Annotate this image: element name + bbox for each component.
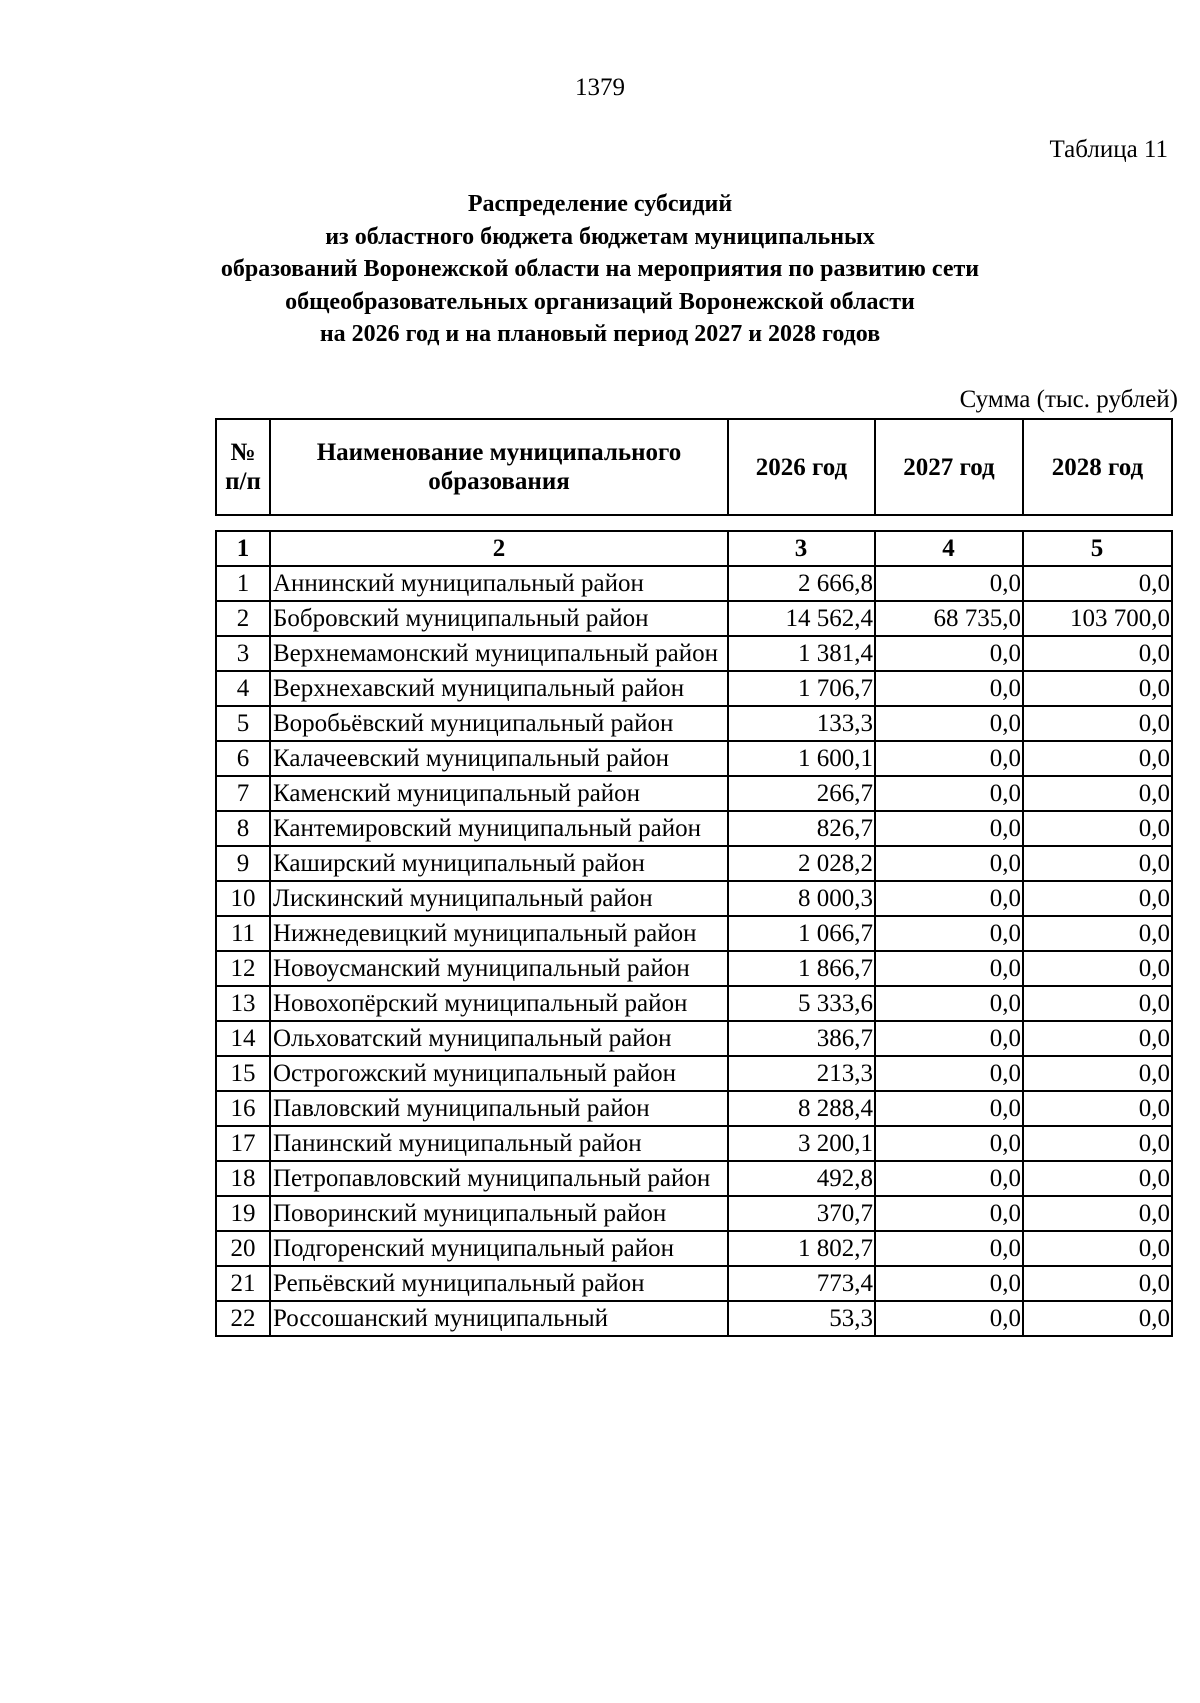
value-2026: 5 333,6 bbox=[728, 986, 875, 1021]
value-2028: 0,0 bbox=[1023, 706, 1172, 741]
municipality-name: Бобровский муниципальный район bbox=[270, 601, 728, 636]
value-2028: 0,0 bbox=[1023, 1301, 1172, 1336]
value-2026: 8 000,3 bbox=[728, 881, 875, 916]
row-number: 18 bbox=[216, 1161, 270, 1196]
table-row bbox=[216, 1091, 1172, 1126]
value-2028: 0,0 bbox=[1023, 566, 1172, 601]
document-title bbox=[0, 188, 1200, 351]
row-number: 4 bbox=[216, 671, 270, 706]
table-row bbox=[216, 741, 1172, 776]
table-row bbox=[216, 1231, 1172, 1266]
unit-label: Сумма (тыс. рублей) bbox=[959, 386, 1178, 413]
value-2028: 0,0 bbox=[1023, 1266, 1172, 1301]
value-2026: 1 866,7 bbox=[728, 951, 875, 986]
value-2027: 0,0 bbox=[875, 1126, 1023, 1161]
municipality-name: Новохопёрский муниципальный район bbox=[270, 986, 728, 1021]
title-line: Распределение субсидий bbox=[467, 191, 733, 217]
table-row bbox=[216, 671, 1172, 706]
value-2027: 0,0 bbox=[875, 1161, 1023, 1196]
row-number: 8 bbox=[216, 811, 270, 846]
value-2026: 14 562,4 bbox=[728, 601, 875, 636]
value-2028: 0,0 bbox=[1023, 811, 1172, 846]
row-number: 21 bbox=[216, 1266, 270, 1301]
value-2027: 0,0 bbox=[875, 1266, 1023, 1301]
value-2026: 773,4 bbox=[728, 1266, 875, 1301]
value-2026: 2 666,8 bbox=[728, 566, 875, 601]
municipality-name: Верхнемамонский муниципальный район bbox=[270, 636, 728, 671]
municipality-name: Калачеевский муниципальный район bbox=[270, 741, 728, 776]
row-number: 9 bbox=[216, 846, 270, 881]
header-num: № п/п bbox=[216, 419, 270, 515]
municipality-name: Лискинский муниципальный район bbox=[270, 881, 728, 916]
value-2026: 3 200,1 bbox=[728, 1126, 875, 1161]
value-2027: 0,0 bbox=[875, 1301, 1023, 1336]
table-row bbox=[216, 566, 1172, 601]
row-number: 12 bbox=[216, 951, 270, 986]
header-name: Наименование муниципального образования bbox=[270, 419, 728, 515]
value-2028: 0,0 bbox=[1023, 1196, 1172, 1231]
value-2027: 0,0 bbox=[875, 916, 1023, 951]
row-number: 13 bbox=[216, 986, 270, 1021]
table-header bbox=[215, 418, 1173, 516]
municipality-name: Петропавловский муниципальный район bbox=[270, 1161, 728, 1196]
value-2028: 0,0 bbox=[1023, 1231, 1172, 1266]
municipality-name: Павловский муниципальный район bbox=[270, 1091, 728, 1126]
header-2027: 2027 год bbox=[875, 419, 1023, 515]
value-2028: 0,0 bbox=[1023, 846, 1172, 881]
value-2028: 0,0 bbox=[1023, 951, 1172, 986]
row-number: 6 bbox=[216, 741, 270, 776]
value-2026: 1 802,7 bbox=[728, 1231, 875, 1266]
value-2027: 0,0 bbox=[875, 1196, 1023, 1231]
value-2026: 826,7 bbox=[728, 811, 875, 846]
value-2028: 0,0 bbox=[1023, 1126, 1172, 1161]
value-2026: 2 028,2 bbox=[728, 846, 875, 881]
row-number: 3 bbox=[216, 636, 270, 671]
value-2028: 0,0 bbox=[1023, 741, 1172, 776]
value-2027: 0,0 bbox=[875, 1091, 1023, 1126]
data-table bbox=[215, 530, 1173, 1337]
value-2028: 0,0 bbox=[1023, 881, 1172, 916]
value-2028: 103 700,0 bbox=[1023, 601, 1172, 636]
row-number: 11 bbox=[216, 916, 270, 951]
value-2027: 0,0 bbox=[875, 671, 1023, 706]
table-row bbox=[216, 1301, 1172, 1336]
municipality-name: Воробьёвский муниципальный район bbox=[270, 706, 728, 741]
value-2027: 0,0 bbox=[875, 811, 1023, 846]
municipality-name: Верхнехавский муниципальный район bbox=[270, 671, 728, 706]
value-2026: 133,3 bbox=[728, 706, 875, 741]
value-2026: 386,7 bbox=[728, 1021, 875, 1056]
table-row bbox=[216, 706, 1172, 741]
value-2027: 0,0 bbox=[875, 986, 1023, 1021]
municipality-name: Кантемировский муниципальный район bbox=[270, 811, 728, 846]
table-row bbox=[216, 776, 1172, 811]
value-2026: 266,7 bbox=[728, 776, 875, 811]
header-2028: 2028 год bbox=[1023, 419, 1172, 515]
municipality-name: Аннинский муниципальный район bbox=[270, 566, 728, 601]
value-2027: 0,0 bbox=[875, 776, 1023, 811]
value-2026: 213,3 bbox=[728, 1056, 875, 1091]
column-index-row: 1 2 3 4 5 bbox=[216, 531, 1172, 566]
municipality-name: Панинский муниципальный район bbox=[270, 1126, 728, 1161]
municipality-name: Острогожский муниципальный район bbox=[270, 1056, 728, 1091]
title-line: общеобразовательных организаций Воронежской области bbox=[285, 288, 915, 315]
table-row bbox=[216, 601, 1172, 636]
municipality-name: Россошанский муниципальный bbox=[270, 1301, 728, 1336]
value-2027: 0,0 bbox=[875, 881, 1023, 916]
page-number: 1379 bbox=[575, 74, 625, 101]
value-2026: 1 600,1 bbox=[728, 741, 875, 776]
value-2028: 0,0 bbox=[1023, 1091, 1172, 1126]
row-number: 14 bbox=[216, 1021, 270, 1056]
municipality-name: Ольховатский муниципальный район bbox=[270, 1021, 728, 1056]
value-2027: 0,0 bbox=[875, 636, 1023, 671]
value-2027: 0,0 bbox=[875, 1021, 1023, 1056]
municipality-name: Новоусманский муниципальный район bbox=[270, 951, 728, 986]
table-row bbox=[216, 846, 1172, 881]
title-line: из областного бюджета бюджетам муниципальных bbox=[325, 223, 875, 250]
table-row bbox=[216, 1056, 1172, 1091]
row-number: 10 bbox=[216, 881, 270, 916]
table-row bbox=[216, 951, 1172, 986]
value-2028: 0,0 bbox=[1023, 636, 1172, 671]
value-2028: 0,0 bbox=[1023, 986, 1172, 1021]
row-number: 20 bbox=[216, 1231, 270, 1266]
value-2027: 0,0 bbox=[875, 741, 1023, 776]
row-number: 1 bbox=[216, 566, 270, 601]
header-2026: 2026 год bbox=[728, 419, 875, 515]
value-2026: 1 706,7 bbox=[728, 671, 875, 706]
table-row bbox=[216, 1266, 1172, 1301]
row-number: 15 bbox=[216, 1056, 270, 1091]
municipality-name: Каменский муниципальный район bbox=[270, 776, 728, 811]
row-number: 17 bbox=[216, 1126, 270, 1161]
value-2026: 1 066,7 bbox=[728, 916, 875, 951]
municipality-name: Подгоренский муниципальный район bbox=[270, 1231, 728, 1266]
value-2027: 0,0 bbox=[875, 1231, 1023, 1266]
value-2026: 370,7 bbox=[728, 1196, 875, 1231]
value-2027: 68 735,0 bbox=[875, 601, 1023, 636]
row-number: 7 bbox=[216, 776, 270, 811]
value-2027: 0,0 bbox=[875, 1056, 1023, 1091]
table-row bbox=[216, 1161, 1172, 1196]
table-row bbox=[216, 636, 1172, 671]
table-row bbox=[216, 881, 1172, 916]
municipality-name: Каширский муниципальный район bbox=[270, 846, 728, 881]
value-2028: 0,0 bbox=[1023, 776, 1172, 811]
value-2026: 53,3 bbox=[728, 1301, 875, 1336]
value-2026: 8 288,4 bbox=[728, 1091, 875, 1126]
row-number: 22 bbox=[216, 1301, 270, 1336]
title-line: на 2026 год и на плановый период 2027 и 2028 годов bbox=[319, 321, 881, 347]
row-number: 2 bbox=[216, 601, 270, 636]
municipality-name: Нижнедевицкий муниципальный район bbox=[270, 916, 728, 951]
value-2028: 0,0 bbox=[1023, 1161, 1172, 1196]
value-2026: 492,8 bbox=[728, 1161, 875, 1196]
title-line: образований Воронежской области на мероприятия по развитию сети bbox=[220, 256, 980, 282]
value-2028: 0,0 bbox=[1023, 671, 1172, 706]
row-number: 5 bbox=[216, 706, 270, 741]
row-number: 16 bbox=[216, 1091, 270, 1126]
value-2028: 0,0 bbox=[1023, 1021, 1172, 1056]
table-row bbox=[216, 986, 1172, 1021]
value-2026: 1 381,4 bbox=[728, 636, 875, 671]
value-2028: 0,0 bbox=[1023, 1056, 1172, 1091]
value-2027: 0,0 bbox=[875, 846, 1023, 881]
value-2028: 0,0 bbox=[1023, 916, 1172, 951]
table-row bbox=[216, 916, 1172, 951]
row-number: 19 bbox=[216, 1196, 270, 1231]
table-label: Таблица 11 bbox=[1049, 136, 1168, 163]
municipality-name: Поворинский муниципальный район bbox=[270, 1196, 728, 1231]
value-2027: 0,0 bbox=[875, 566, 1023, 601]
table-row bbox=[216, 1196, 1172, 1231]
table-row bbox=[216, 811, 1172, 846]
value-2027: 0,0 bbox=[875, 951, 1023, 986]
municipality-name: Репьёвский муниципальный район bbox=[270, 1266, 728, 1301]
table-row bbox=[216, 1021, 1172, 1056]
value-2027: 0,0 bbox=[875, 706, 1023, 741]
table-row bbox=[216, 1126, 1172, 1161]
